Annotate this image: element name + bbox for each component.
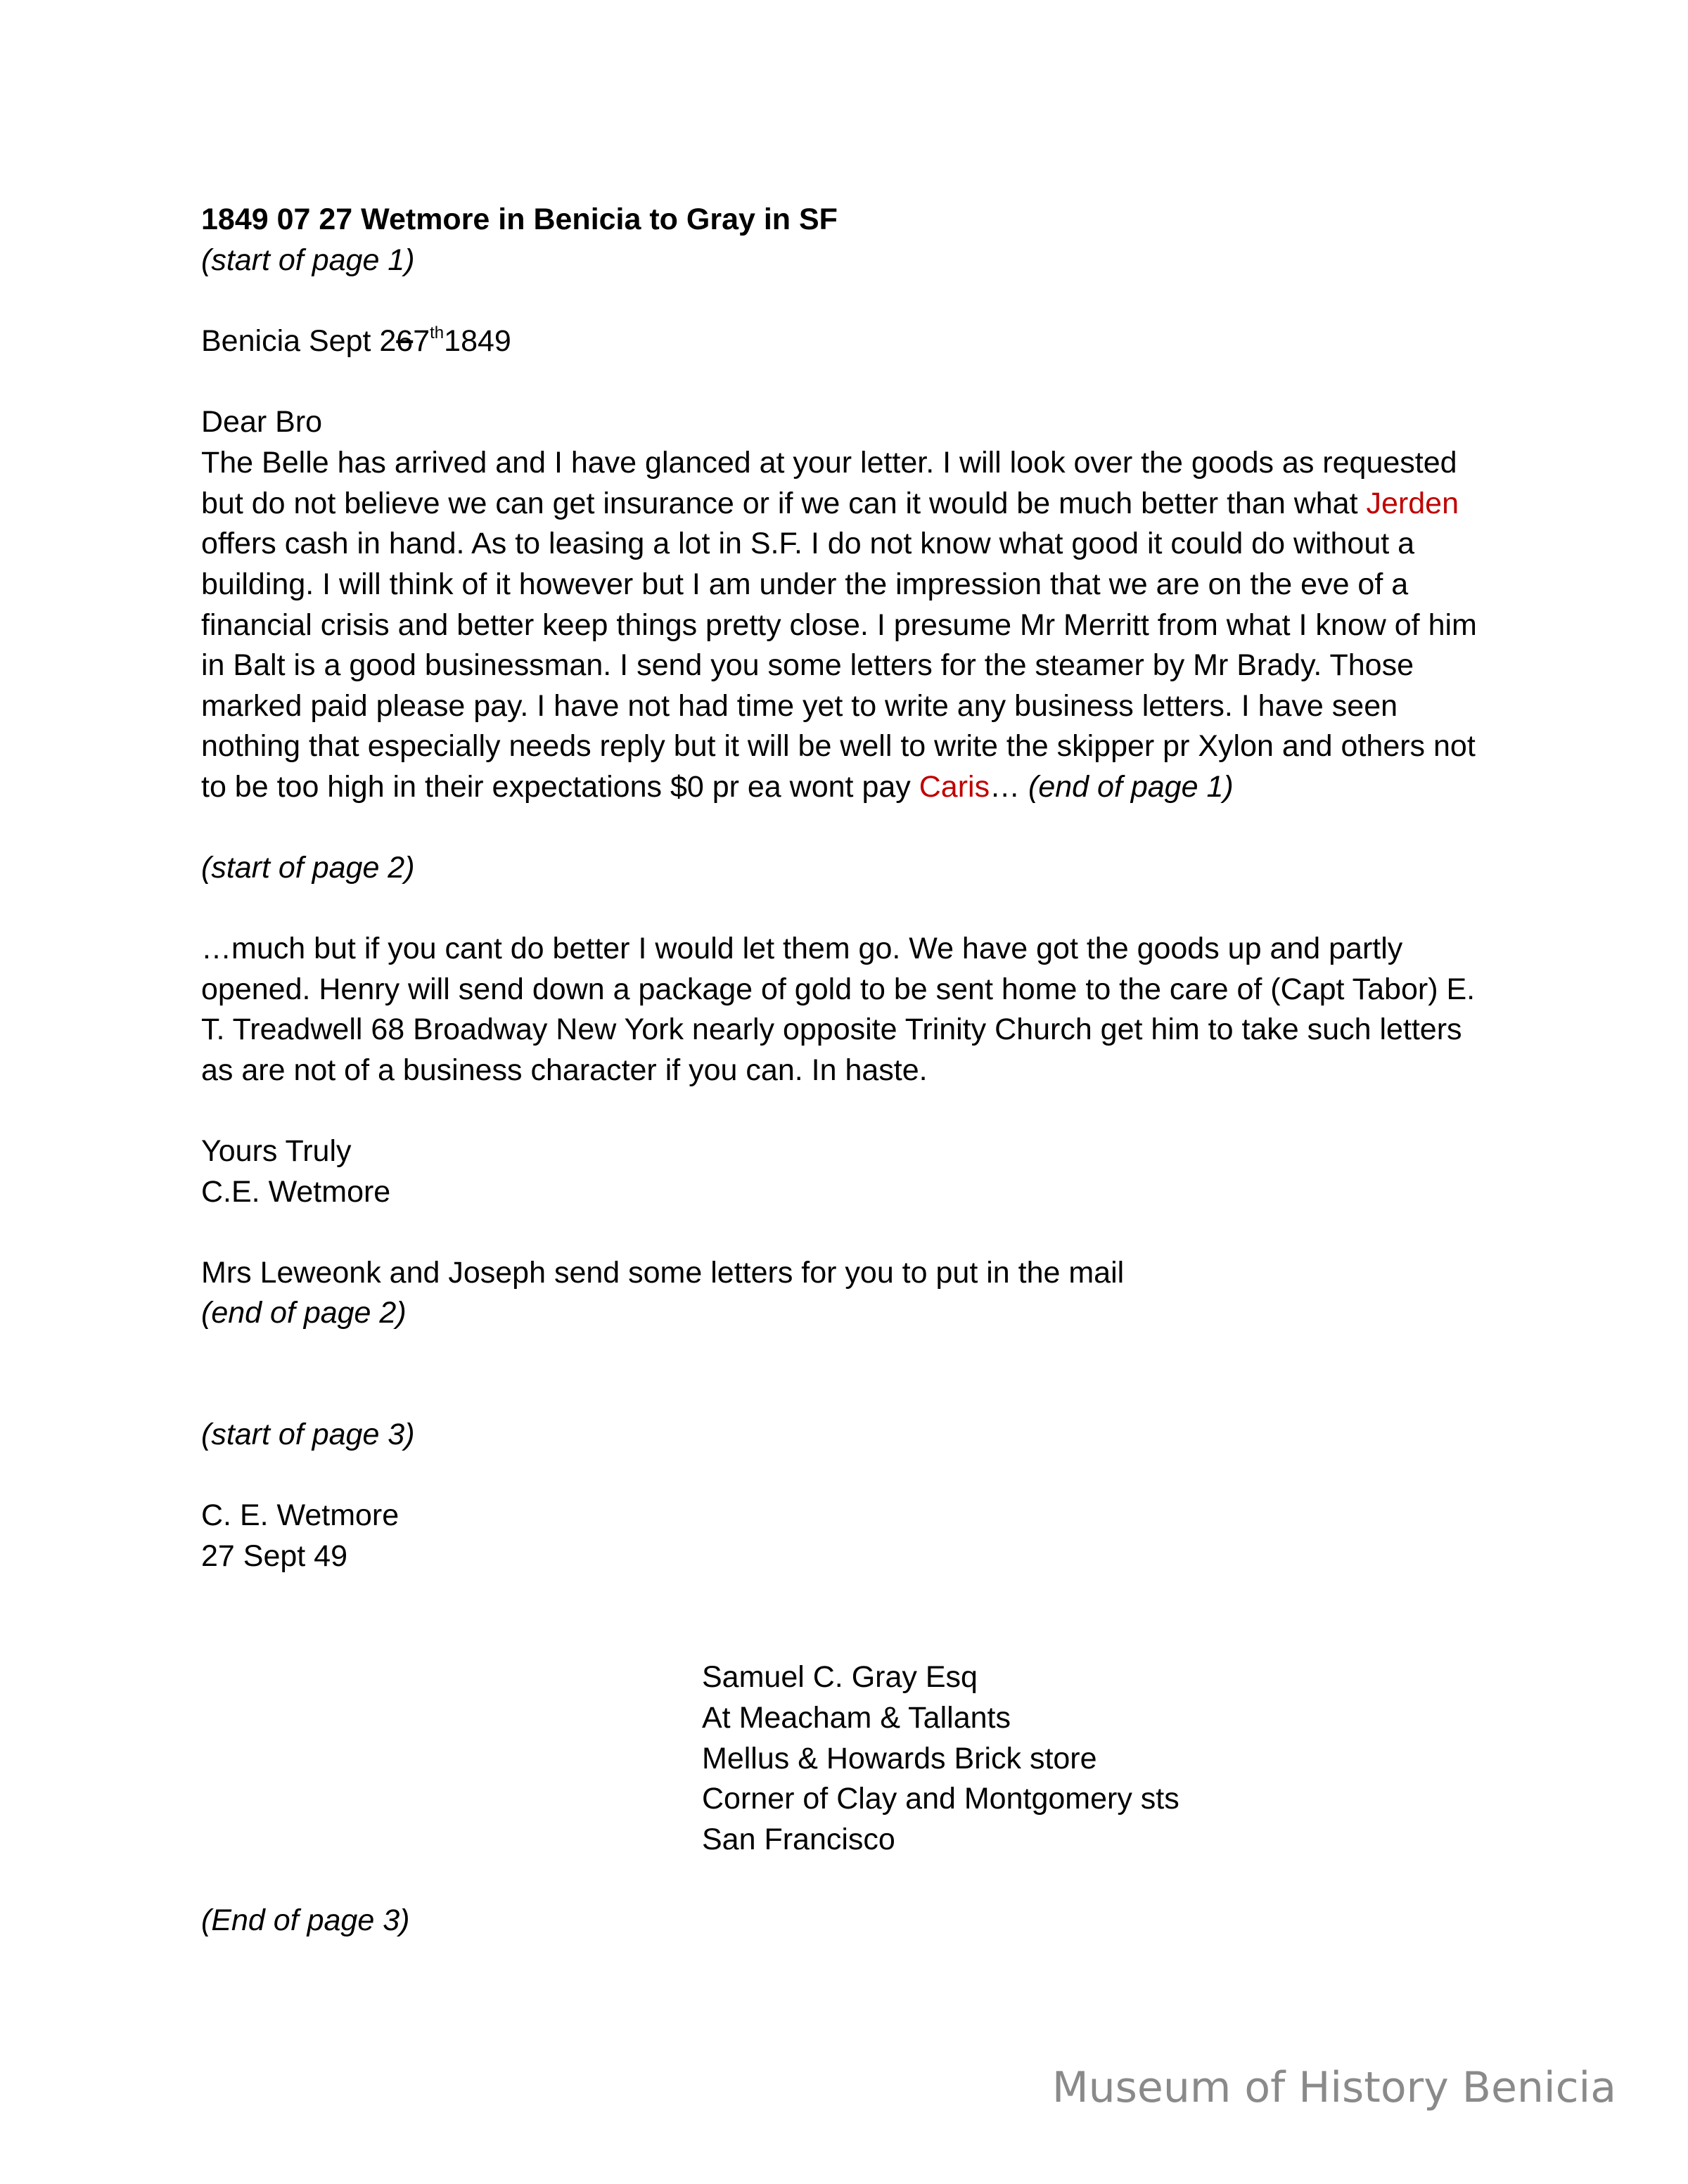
address-line-3: Mellus & Howards Brick store [702,1742,1097,1775]
page2-end-note: (end of page 2) [201,1296,407,1330]
page2-line-2: opened. Henry will send down a package of gold to be sent home to the care of (Capt Tabor) E. [201,972,1476,1006]
body-line-9 [201,766,1234,807]
salutation: Dear Bro [201,405,323,439]
uncertain-word-caris: Caris [919,770,990,804]
document-title: 1849 07 27 Wetmore in Benicia to Gray in SF [201,203,838,236]
body-line-5: financial crisis and better keep things pretty close. I presume Mr Merritt from what I know of him [201,608,1477,642]
body-line-7: marked paid please pay. I have not had time yet to write any business letters. I have seen [201,689,1398,723]
dateline-year: 1849 [444,324,511,358]
body-line-2-text: but do not believe we can get insurance or if we can it would be much better than what [201,487,1367,520]
body-line-9-ellipsis: … [990,770,1021,804]
body-line-1: The Belle has arrived and I have glanced at your letter. I will look over the goods as requested [201,446,1457,480]
dateline-prefix: Benicia Sept 2 [201,324,397,358]
dateline-day-digit: 7 [413,324,430,358]
address-line-5: San Francisco [702,1823,895,1856]
page3-start-note: (start of page 3) [201,1418,415,1451]
dateline-struck-digit: 6 [396,324,414,358]
address-line-1: Samuel C. Gray Esq [702,1660,978,1694]
address-line-4: Corner of Clay and Montgomery sts [702,1782,1179,1816]
dateline-ordinal: th [430,323,445,342]
sender-date: 27 Sept 49 [201,1539,348,1573]
body-line-4: building. I will think of it however but I am under the impression that we are on the eve of a [201,567,1409,601]
body-line-6: in Balt is a good businessman. I send you some letters for the steamer by Mr Brady. Those [201,648,1414,682]
museum-watermark: Museum of History Benicia [1051,2063,1616,2112]
body-line-3: offers cash in hand. As to leasing a lot in S.F. I do not know what good it could do without a [201,527,1415,560]
body-line-2 [201,483,1459,524]
page1-start-note: (start of page 1) [201,243,415,277]
page2-start-note: (start of page 2) [201,851,415,885]
sender-name: C. E. Wetmore [201,1498,399,1532]
page2-line-3: T. Treadwell 68 Broadway New York nearly opposite Trinity Church get him to take such letters [201,1013,1462,1046]
body-line-8: nothing that especially needs reply but it will be well to write the skipper pr Xylon and others not [201,729,1476,763]
page2-line-4: as are not of a business character if you can. In haste. [201,1053,928,1087]
address-line-2: At Meacham & Tallants [702,1701,1011,1735]
uncertain-word-jerden: Jerden [1366,487,1459,520]
postscript: Mrs Leweonk and Joseph send some letters for you to put in the mail [201,1256,1125,1290]
page2-line-1: …much but if you cant do better I would let them go. We have got the goods up and partly [201,932,1403,965]
signature: C.E. Wetmore [201,1175,391,1209]
body-line-9-text: to be too high in their expectations $0 pr ea wont pay [201,770,919,804]
dateline [201,321,511,361]
closing: Yours Truly [201,1134,352,1168]
page3-end-note: (End of page 3) [201,1903,410,1937]
page1-end-note: (end of page 1) [1028,770,1234,804]
